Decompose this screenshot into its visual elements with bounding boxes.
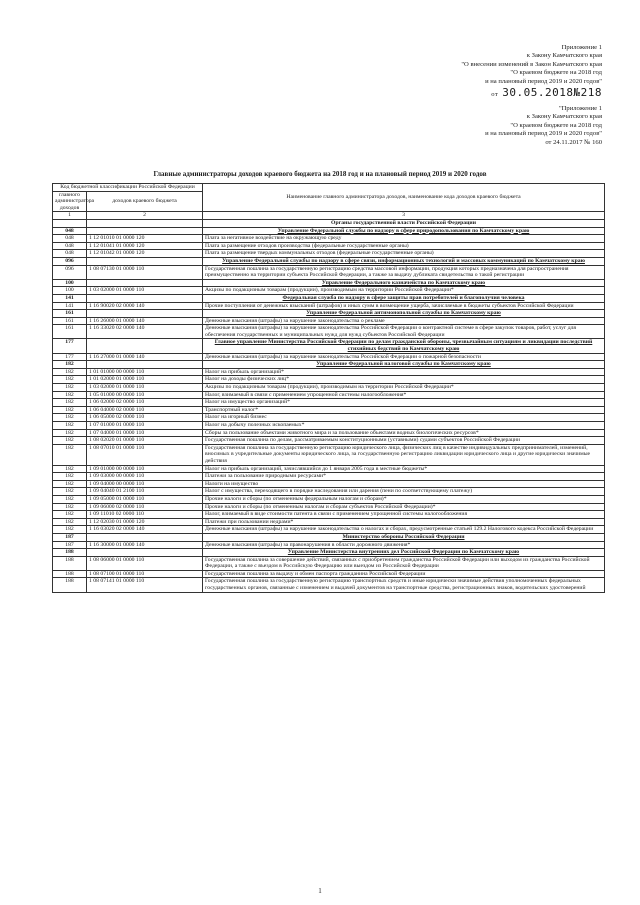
- admin-code-cell: 182: [53, 488, 87, 496]
- income-name: Плата за размещение отходов производства (федеральные государственные органы): [203, 242, 605, 250]
- income-code-cell: 1 08 07141 01 0000 110: [87, 578, 203, 592]
- table-row: [53, 444, 605, 465]
- income-code-cell: 1 09 06000 02 0000 110: [87, 503, 203, 511]
- admin-code-cell: 177: [53, 353, 87, 361]
- income-code-cell: 1 12 01010 01 0000 120: [87, 235, 203, 243]
- income-code-cell: 1 08 06000 01 0000 110: [87, 556, 203, 570]
- admin-code-cell: 182: [53, 437, 87, 445]
- income-code-cell: 1 07 01000 01 0000 110: [87, 422, 203, 430]
- income-code-cell: 1 07 04000 01 0000 110: [87, 429, 203, 437]
- income-code-cell: 1 16 30000 01 0000 140: [87, 541, 203, 549]
- admin-code-cell: 177: [53, 339, 87, 353]
- law-date-stamp: 30.05.2018№218: [502, 86, 602, 100]
- administrator-row: [53, 549, 605, 557]
- header-line: к Закону Камчатского края: [526, 113, 602, 121]
- admin-code-cell: 182: [53, 399, 87, 407]
- table-row: [53, 376, 605, 384]
- table-row: [53, 556, 605, 570]
- admin-code-cell: [53, 219, 87, 227]
- income-name: Акцизы по подакцизным товарам (продукции), производимым на территории Российской Федерации*: [203, 384, 605, 392]
- admin-code-cell: 182: [53, 526, 87, 534]
- income-name: Плата за негативное воздействие на окружающую среду: [203, 235, 605, 243]
- income-name: Налог на прибыль организаций*: [203, 368, 605, 376]
- income-code-cell: [87, 533, 203, 541]
- admin-code-cell: 048: [53, 250, 87, 258]
- admin-code-cell: 141: [53, 302, 87, 310]
- income-name: Государственная пошлина по делам, рассматриваемым конституционными (уставными) судами субъектов Российской Федерации: [203, 437, 605, 445]
- table-row: [53, 414, 605, 422]
- header-line: "О краевом бюджете на 2018 год: [510, 69, 602, 77]
- revenue-administrators-table: [52, 183, 605, 593]
- income-code-cell: [87, 339, 203, 353]
- original-appendix-header-lines: [342, 105, 602, 147]
- income-code-cell: 1 03 02000 01 0000 110: [87, 384, 203, 392]
- income-code-cell: 1 12 01041 01 0000 120: [87, 242, 203, 250]
- admin-code-cell: 182: [53, 384, 87, 392]
- admin-code-cell: 182: [53, 495, 87, 503]
- income-name: Акцизы по подакцизным товарам (продукции), производимым на территории Российской Федерации*: [203, 287, 605, 295]
- income-name: Денежные взыскания (штрафы) за правонарушения в области дорожного движения*: [203, 541, 605, 549]
- income-name: Прочие поступления от денежных взысканий (штрафов) и иных сумм в возмещение ущерба, зачисляемые в бюджеты субъектов Российской Федерации: [203, 302, 605, 310]
- administrator-row: [53, 294, 605, 302]
- law-date-number: [342, 87, 602, 101]
- table-row: [53, 495, 605, 503]
- administrator-name: Управление Федерального казначейства по Камчатскому краю: [203, 279, 605, 287]
- table-row: [53, 399, 605, 407]
- header-line: и на плановый период 2019 и 2020 годов": [485, 77, 602, 85]
- header-line: Приложение 1: [561, 44, 602, 51]
- header-line: "О внесении изменений в Закон Камчатского края: [461, 60, 602, 68]
- income-name: Налог с имущества, переходящего в порядке наследования или дарения (пени по соответствующему платежу): [203, 488, 605, 496]
- table-body: [53, 219, 605, 592]
- income-code-cell: [87, 219, 203, 227]
- administrator-name: Главное управление Министерства Российской Федерации по делам гражданской обороны, чрезвычайным ситуациям и ликвидации последствий стихийных бедствий по Камчатскому краю: [203, 339, 605, 353]
- table-row: [53, 265, 605, 279]
- income-code-cell: 1 06 02000 02 0000 110: [87, 399, 203, 407]
- admin-code-cell: 182: [53, 480, 87, 488]
- administrator-row: [53, 310, 605, 318]
- admin-code-cell: 182: [53, 473, 87, 481]
- header-line: от 24.11.2017 № 160: [545, 138, 602, 146]
- income-code-cell: 1 08 02020 01 0000 110: [87, 437, 203, 445]
- admin-code-cell: 182: [53, 422, 87, 430]
- header-line: "О краевом бюджете на 2018 год: [510, 121, 602, 129]
- income-name: Налог на добычу полезных ископаемых*: [203, 422, 605, 430]
- income-name: Налог на доходы физических лиц*: [203, 376, 605, 384]
- income-code-cell: 1 01 01000 00 0000 110: [87, 368, 203, 376]
- header-line: и на плановый период 2019 и 2020 годов": [485, 130, 602, 138]
- income-name: Денежные взыскания (штрафы) за нарушение законодательства Российской Федерации о контрактной системе в сфере закупок товаров, работ, услуг для обеспечения государственных и муниципальных нужд для нужд субъектов Российской Федерации: [203, 325, 605, 339]
- admin-code-cell: 182: [53, 376, 87, 384]
- table-row: [53, 391, 605, 399]
- income-code-cell: 1 01 02000 01 0000 110: [87, 376, 203, 384]
- section-title: Органы государственной власти Российской Федерации: [203, 219, 605, 227]
- income-code-cell: [87, 294, 203, 302]
- table-row: [53, 511, 605, 519]
- admin-code-cell: 182: [53, 503, 87, 511]
- income-code-cell: 1 16 33020 02 0000 140: [87, 325, 203, 339]
- admin-code-cell: 182: [53, 368, 87, 376]
- header-budget-classification: Код бюджетной классификации Российской Федерации: [53, 184, 203, 192]
- income-code-cell: 1 16 03020 02 0000 140: [87, 526, 203, 534]
- administrator-name: Управление Федеральной антимонопольной службы по Камчатскому краю: [203, 310, 605, 318]
- admin-code-cell: 182: [53, 361, 87, 369]
- income-code-cell: 1 09 01000 00 0000 110: [87, 465, 203, 473]
- table-row: [53, 242, 605, 250]
- admin-code-cell: 188: [53, 556, 87, 570]
- header-admin-code: главного администратора доходов: [53, 191, 87, 212]
- admin-code-cell: 182: [53, 414, 87, 422]
- income-name: Государственная пошлина за государственную регистрацию юридического лица, физических лиц в качестве индивидуальных предпринимателей, изменений, вносимых в учредительные документы юридического лица, за государственную регистрацию ликвидации юридического лица и другие юридически значимые действия: [203, 444, 605, 465]
- table-row: [53, 302, 605, 310]
- table-row: [53, 488, 605, 496]
- income-code-cell: [87, 279, 203, 287]
- administrator-name: Министерство обороны Российской Федерации: [203, 533, 605, 541]
- income-code-cell: [87, 227, 203, 235]
- admin-code-cell: 096: [53, 265, 87, 279]
- table-row: [53, 353, 605, 361]
- admin-code-cell: 161: [53, 317, 87, 325]
- income-code-cell: 1 03 02000 01 0000 110: [87, 287, 203, 295]
- admin-code-cell: 182: [53, 465, 87, 473]
- income-code-cell: 1 06 04000 02 0000 110: [87, 406, 203, 414]
- income-name: Транспортный налог*: [203, 406, 605, 414]
- income-code-cell: 1 16 26000 01 0000 140: [87, 317, 203, 325]
- administrator-name: Управление Федеральной налоговой службы по Камчатскому краю: [203, 361, 605, 369]
- income-code-cell: 1 05 01000 00 0000 110: [87, 391, 203, 399]
- header-line: к Закону Камчатского края: [526, 52, 602, 60]
- table-row: [53, 406, 605, 414]
- table-row: [53, 541, 605, 549]
- income-code-cell: 1 09 03000 00 0000 110: [87, 473, 203, 481]
- table-row: [53, 287, 605, 295]
- income-name: Налог на прибыль организаций, зачислявшийся до 1 января 2005 года в местные бюджеты*: [203, 465, 605, 473]
- admin-code-cell: 161: [53, 325, 87, 339]
- income-name: Прочие налоги и сборы (по отмененным налогам и сборам субъектов Российской Федерации)*: [203, 503, 605, 511]
- income-code-cell: [87, 361, 203, 369]
- administrator-row: [53, 257, 605, 265]
- income-name: Налог на игорный бизнес: [203, 414, 605, 422]
- income-code-cell: 1 09 04000 00 0000 110: [87, 480, 203, 488]
- income-code-cell: 1 16 27000 01 0000 140: [87, 353, 203, 361]
- table-row: [53, 480, 605, 488]
- table-row: [53, 250, 605, 258]
- income-name: Государственная пошлина за совершение действий, связанных с приобретением гражданства Российской Федерации или выходом из гражданства Российской Федерации, а также с въездом в Российскую Федерацию или выездом из Российской Федерации: [203, 556, 605, 570]
- table-row: [53, 317, 605, 325]
- admin-code-cell: 188: [53, 578, 87, 592]
- administrator-name: Управление Министерства внутренних дел Российской Федерации по Камчатскому краю: [203, 549, 605, 557]
- admin-code-cell: 187: [53, 533, 87, 541]
- administrator-name: Управление Федеральной службы по надзору в сфере связи, информационных технологий и массовых коммуникаций по Камчатскому краю: [203, 257, 605, 265]
- header-income-code: доходов краевого бюджета: [87, 191, 203, 212]
- income-code-cell: 1 09 05000 01 0000 110: [87, 495, 203, 503]
- income-code-cell: 1 16 90020 02 0000 140: [87, 302, 203, 310]
- admin-code-cell: 182: [53, 511, 87, 519]
- table-row: [53, 503, 605, 511]
- income-name: Налог на имущество организаций*: [203, 399, 605, 407]
- income-name: Платежи при пользовании недрами*: [203, 518, 605, 526]
- column-index: 2: [87, 212, 203, 220]
- income-code-cell: [87, 549, 203, 557]
- table-row: [53, 422, 605, 430]
- admin-code-cell: 048: [53, 235, 87, 243]
- income-name: Налог, взимаемый в связи с применением упрощенной системы налогообложения*: [203, 391, 605, 399]
- admin-code-cell: 096: [53, 257, 87, 265]
- admin-code-cell: 141: [53, 294, 87, 302]
- page-number: 1: [318, 887, 322, 895]
- income-name: Платежи за пользование природными ресурсами*: [203, 473, 605, 481]
- administrator-name: Федеральная служба по надзору в сфере защиты прав потребителей и благополучия человека: [203, 294, 605, 302]
- income-code-cell: 1 08 07010 01 0000 110: [87, 444, 203, 465]
- table-row: [53, 384, 605, 392]
- income-name: Сборы за пользование объектами животного мира и за пользование объектами водных биологических ресурсов*: [203, 429, 605, 437]
- income-name: Денежные взыскания (штрафы) за нарушение законодательства Российской Федерации о пожарной безопасности: [203, 353, 605, 361]
- administrator-row: [53, 279, 605, 287]
- income-code-cell: 1 12 01042 01 0000 120: [87, 250, 203, 258]
- administrator-row: [53, 339, 605, 353]
- admin-code-cell: 187: [53, 541, 87, 549]
- administrator-row: [53, 361, 605, 369]
- header-line: "Приложение 1: [558, 105, 602, 113]
- income-code-cell: 1 12 02030 01 0000 120: [87, 518, 203, 526]
- administrator-name: Управление Федеральной службы по надзору в сфере природопользования по Камчатскому краю: [203, 227, 605, 235]
- table-row: [53, 235, 605, 243]
- income-name: Налог, взимаемый в виде стоимости патента в связи с применением упрощенной системы налогообложения: [203, 511, 605, 519]
- admin-code-cell: 188: [53, 570, 87, 578]
- income-code-cell: 1 08 07100 01 0000 110: [87, 570, 203, 578]
- income-name: Государственная пошлина за выдачу и обмен паспорта гражданина Российской Федерации: [203, 570, 605, 578]
- document-title: Главные администраторы доходов краевого бюджета на 2018 год и на плановый период 2019 и 2020 годов: [153, 170, 487, 178]
- admin-code-cell: 048: [53, 227, 87, 235]
- column-index: 3: [203, 212, 605, 220]
- income-name: Государственная пошлина за государственную регистрацию транспортных средств и иные юридически значимые действия уполномоченных федеральных государственных органов, связанные с изменением и выдачей документов на транспортные средства, регистрационных знаков, водительских удостоверений: [203, 578, 605, 592]
- income-name: Плата за размещение твердых коммунальных отходов (федеральные государственные органы): [203, 250, 605, 258]
- income-code-cell: 1 08 07130 01 0000 110: [87, 265, 203, 279]
- table-row: [53, 526, 605, 534]
- table-row: [53, 429, 605, 437]
- income-code-cell: [87, 257, 203, 265]
- table-row: [53, 368, 605, 376]
- law-date-prefix: от: [491, 91, 499, 99]
- table-row: [53, 570, 605, 578]
- table-row: [53, 518, 605, 526]
- admin-code-cell: 188: [53, 549, 87, 557]
- column-index-row: [53, 212, 605, 220]
- admin-code-cell: 182: [53, 429, 87, 437]
- admin-code-cell: 182: [53, 406, 87, 414]
- admin-code-cell: 161: [53, 310, 87, 318]
- income-code-cell: 1 09 11010 02 0000 110: [87, 511, 203, 519]
- column-index: 1: [53, 212, 87, 220]
- income-name: Государственная пошлина за государственную регистрацию средства массовой информации, продукция которых предназначена для распространения преимущественно на территории субъекта Российской Федерации, а также за выдачу дубликата свидетельства о такой регистрации: [203, 265, 605, 279]
- income-name: Прочие налоги и сборы (по отмененным федеральным налогам и сборам)*: [203, 495, 605, 503]
- admin-code-cell: 048: [53, 242, 87, 250]
- administrator-row: [53, 227, 605, 235]
- admin-code-cell: 100: [53, 279, 87, 287]
- income-code-cell: [87, 310, 203, 318]
- income-code-cell: 1 09 04040 01 2100 110: [87, 488, 203, 496]
- income-name: Денежные взыскания (штрафы) за нарушение законодательства о налогах и сборах, предусмотренные статьей 129.2 Налогового кодекса Российской Федерации: [203, 526, 605, 534]
- appendix-header: [342, 44, 602, 147]
- section-row: [53, 219, 605, 227]
- admin-code-cell: 182: [53, 444, 87, 465]
- table-row: [53, 465, 605, 473]
- admin-code-cell: 182: [53, 391, 87, 399]
- income-name: Денежные взыскания (штрафы) за нарушение законодательства о рекламе: [203, 317, 605, 325]
- administrator-row: [53, 533, 605, 541]
- admin-code-cell: 182: [53, 518, 87, 526]
- table-row: [53, 325, 605, 339]
- table-row: [53, 437, 605, 445]
- admin-code-cell: 100: [53, 287, 87, 295]
- table-row: [53, 578, 605, 592]
- income-name: Налоги на имущество: [203, 480, 605, 488]
- income-code-cell: 1 06 05000 02 0000 110: [87, 414, 203, 422]
- table-row: [53, 473, 605, 481]
- appendix-header-lines: [342, 44, 602, 86]
- header-name: Наименование главного администратора доходов, наименование кода доходов краевого бюджета: [203, 184, 605, 212]
